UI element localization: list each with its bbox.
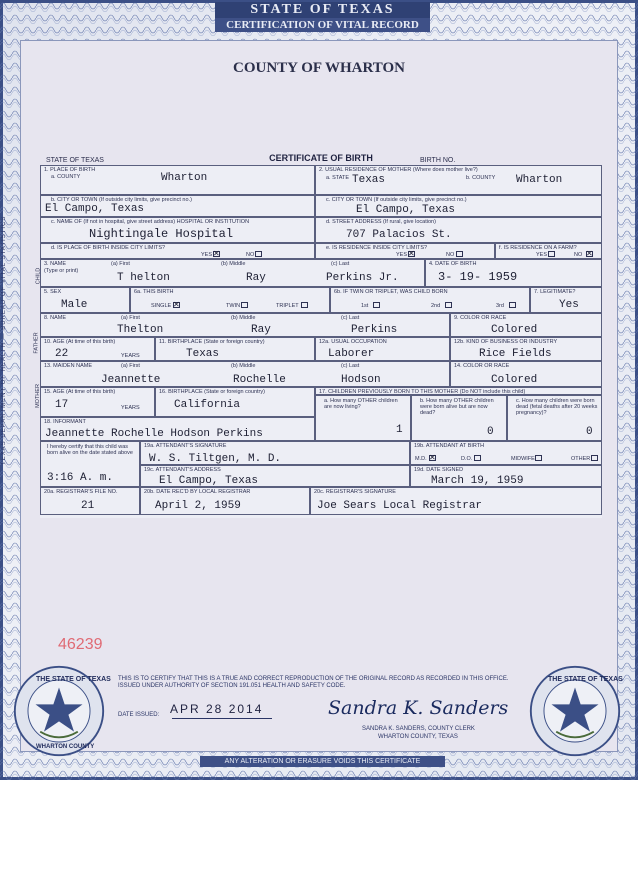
children-fetal-value: 0: [586, 426, 593, 438]
side-label: TEXAS DEPARTMENT OF HEALTH — BUREAU OF VITAL STATISTICS: [1, 215, 7, 465]
md-label: M.D.: [415, 456, 427, 462]
field-label: I hereby certify that this child was born alive on the date stated above: [47, 444, 133, 456]
mother-race-value: Colored: [491, 374, 538, 386]
street-value: 707 Palacios St.: [346, 229, 452, 241]
legitimate-value: Yes: [559, 299, 579, 311]
field-label: (c) Last: [341, 363, 360, 369]
field-label: 8. NAME: [44, 315, 67, 321]
field-label: 19b. ATTENDANT AT BIRTH: [414, 443, 485, 449]
field-label: 12b. KIND OF BUSINESS OR INDUSTRY: [454, 339, 558, 345]
sex-cell: [40, 287, 130, 313]
field-label: (b) Middle: [221, 261, 246, 267]
second-label: 2nd: [431, 303, 441, 309]
mother-age-cell: [40, 387, 155, 417]
no-label: NO: [574, 252, 583, 258]
field-label: 7. LEGITIMATE?: [534, 289, 576, 295]
birth-city-value: El Campo, Texas: [45, 203, 145, 215]
field-label: a. STATE: [326, 175, 350, 181]
residence-city-cell: [315, 195, 602, 217]
certify-cell: [40, 441, 140, 487]
attendant-address-value: El Campo, Texas: [159, 475, 259, 487]
field-label: b. COUNTY: [466, 175, 496, 181]
field-label: 19c. ATTENDANT'S ADDRESS: [144, 467, 221, 473]
legitimate-cell: [530, 287, 602, 313]
field-label: 19d. DATE SIGNED: [414, 467, 464, 473]
child-first-value: T helton: [117, 272, 170, 284]
yes-label: YES: [396, 252, 408, 258]
mother-birthplace-cell: [155, 387, 315, 417]
father-name-cell: [40, 313, 450, 337]
triplet-label: TRIPLET: [276, 303, 299, 309]
field-label: e. IS RESIDENCE INSIDE CITY LIMITS?: [326, 245, 428, 251]
first-label: 1st: [361, 303, 369, 309]
field-label: (c) Last: [341, 315, 360, 321]
field-label: 9. COLOR OR RACE: [454, 315, 507, 321]
right-seal-text: THE STATE OF TEXAS: [548, 676, 623, 683]
father-last-value: Perkins: [351, 324, 398, 336]
years-label: YEARS: [121, 405, 140, 411]
street-cell: [315, 217, 602, 243]
state-banner: STATE OF TEXAS: [215, 2, 430, 18]
field-label: b. How many OTHER children were born alive but are now dead?: [420, 398, 494, 416]
date-issued-label: DATE ISSUED:: [118, 712, 160, 718]
field-label: (b) Middle: [231, 315, 256, 321]
field-label: 13. MAIDEN NAME: [44, 363, 92, 369]
father-occupation-cell: [315, 337, 450, 361]
field-label: (b) Middle: [231, 363, 256, 369]
clerk-signature: Sandra K. Sanders: [328, 697, 509, 719]
twin-order-cell: [330, 287, 530, 313]
father-middle-value: Ray: [251, 324, 271, 336]
father-age-value: 22: [55, 348, 69, 360]
father-birthplace-cell: [155, 337, 315, 361]
field-label: 20a. REGISTRAR'S FILE NO.: [44, 489, 118, 495]
clerk-county: WHARTON COUNTY, TEXAS: [378, 734, 458, 740]
children-fetal-cell: [507, 395, 602, 441]
field-label: c. NAME OF (If not in hospital, give street address) HOSPITAL OR INSTITUTION: [51, 219, 250, 225]
dob-cell: [425, 259, 602, 287]
field-label: d. IS PLACE OF BIRTH INSIDE CITY LIMITS?: [51, 245, 166, 251]
informant-value: Jeannette Rochelle Hodson Perkins: [45, 428, 263, 440]
field-label: 4. DATE OF BIRTH: [429, 261, 477, 267]
certificate-title: CERTIFICATE OF BIRTH: [269, 153, 373, 163]
attendant-signature-value: W. S. Tiltgen, M. D.: [149, 453, 282, 465]
farm-cell: [495, 243, 602, 259]
residence-cell: [315, 165, 602, 195]
informant-cell: [40, 417, 315, 441]
residence-state-value: Texas: [352, 174, 386, 186]
first-checkbox: [373, 302, 380, 308]
no-label: NO: [446, 252, 455, 258]
field-label: 1. PLACE OF BIRTH: [44, 167, 96, 173]
field-label: a. COUNTY: [51, 174, 81, 180]
single-label: SINGLE: [151, 303, 172, 309]
midwife-label: MIDWIFE: [511, 456, 535, 462]
inside-city-cell: [40, 243, 315, 259]
father-race-value: Colored: [491, 324, 538, 336]
residence-city-value: El Campo, Texas: [356, 204, 456, 216]
field-label: d. STREET ADDRESS (If rural, give location): [326, 219, 436, 225]
birth-certificate-form: [33, 153, 602, 518]
county-title: COUNTY OF WHARTON: [233, 60, 405, 76]
field-label: 14. COLOR OR RACE: [454, 363, 510, 369]
other-label: OTHER: [571, 456, 591, 462]
registrar-signature-cell: [310, 487, 602, 515]
children-dead-cell: [411, 395, 507, 441]
farm-no-checkbox: [586, 251, 593, 257]
field-label: 2. USUAL RESIDENCE OF MOTHER (Where does mother live?): [319, 167, 478, 173]
file-no-value: 21: [81, 500, 95, 512]
mother-last-value: Hodson: [341, 374, 381, 386]
mother-birthplace-value: California: [174, 399, 241, 411]
second-checkbox: [445, 302, 452, 308]
father-first-value: Thelton: [117, 324, 164, 336]
field-label: (a) First: [111, 261, 130, 267]
hospital-cell: [40, 217, 315, 243]
third-checkbox: [509, 302, 516, 308]
field-label: b. CITY OR TOWN (If outside city limits, give precinct no.): [51, 197, 192, 203]
father-occupation-value: Laborer: [328, 348, 375, 360]
field-label: 3. NAME: [44, 261, 67, 267]
farm-yes-checkbox: [548, 251, 555, 257]
res-inside-yes-checkbox: [408, 251, 415, 257]
left-seal-text: THE STATE OF TEXAS: [36, 676, 111, 683]
field-label: 17. CHILDREN PREVIOUSLY BORN TO THIS MOTHER (Do NOT include this child): [319, 389, 526, 395]
father-section-label: FATHER: [33, 332, 40, 354]
field-label: 20c. REGISTRAR'S SIGNATURE: [314, 489, 396, 495]
date-received-value: April 2, 1959: [155, 500, 241, 512]
field-label: 10. AGE (At time of this birth): [44, 339, 116, 345]
father-industry-value: Rice Fields: [479, 348, 552, 360]
date-signed-value: March 19, 1959: [431, 475, 524, 487]
certify-text: THIS IS TO CERTIFY THAT THIS IS A TRUE AND CORRECT REPRODUCTION OF THE ORIGINAL RECORD AS RECORDED IN THIS OFFICE. ISSUED UNDER AUTHORITY OF SECTION 191.051 HEALTH AND SAFETY CODE.: [118, 676, 509, 689]
registrar-signature-value: Joe Sears Local Registrar: [317, 500, 483, 512]
father-industry-cell: [450, 337, 602, 361]
certification-banner: CERTIFICATION OF VITAL RECORD: [215, 18, 430, 32]
field-label: (c) Last: [331, 261, 350, 267]
field-label: c. How many children were born dead (fetal deaths after 20 weeks pregnancy)?: [516, 398, 598, 416]
child-name-cell: [40, 259, 425, 287]
field-label: 5. SEX: [44, 289, 62, 295]
warning-banner: ANY ALTERATION OR ERASURE VOIDS THIS CERTIFICATE: [200, 756, 445, 767]
mother-middle-value: Rochelle: [233, 374, 286, 386]
twin-label: TWIN: [226, 303, 241, 309]
md-checkbox: [429, 455, 436, 461]
children-dead-value: 0: [487, 426, 494, 438]
clerk-name: SANDRA K. SANDERS, COUNTY CLERK: [362, 726, 475, 732]
res-inside-no-checkbox: [456, 251, 463, 257]
inside-city-yes-checkbox: [213, 251, 220, 257]
field-label: 20b. DATE REC'D BY LOCAL REGISTRAR: [144, 489, 251, 495]
father-birthplace-value: Texas: [186, 348, 220, 360]
attendant-address-cell: [140, 465, 410, 487]
no-label: NO: [246, 252, 255, 258]
single-checkbox: [173, 302, 180, 308]
field-label: 6b. IF TWIN OR TRIPLET, WAS CHILD BORN: [334, 289, 448, 295]
date-issued-value: APR 28 2014: [170, 702, 264, 716]
field-label: 12a. USUAL OCCUPATION: [319, 339, 387, 345]
do-label: D.O.: [461, 456, 473, 462]
field-label: (a) First: [121, 363, 140, 369]
mother-name-cell: [40, 361, 450, 387]
field-label: 16. BIRTHPLACE (State or foreign country): [159, 389, 265, 395]
twin-checkbox: [241, 302, 248, 308]
field-label: 19a. ATTENDANT'S SIGNATURE: [144, 443, 227, 449]
field-label: c. CITY OR TOWN (If outside city limits, give precinct no.): [326, 197, 467, 203]
child-section-label: CHILD: [35, 267, 42, 285]
children-living-value: 1: [396, 424, 403, 436]
left-seal-county: WHARTON COUNTY: [36, 744, 95, 750]
field-label: (a) First: [121, 315, 140, 321]
yes-label: YES: [201, 252, 213, 258]
hospital-value: Nightingale Hospital: [89, 227, 234, 241]
child-middle-value: Ray: [246, 272, 266, 284]
father-race-cell: [450, 313, 602, 337]
this-birth-cell: [130, 287, 330, 313]
sex-value: Male: [61, 299, 88, 311]
birth-no-label: BIRTH NO.: [420, 157, 456, 164]
state-label: STATE OF TEXAS: [46, 157, 104, 164]
father-age-cell: [40, 337, 155, 361]
field-label: 11. BIRTHPLACE (State or foreign country): [159, 339, 265, 345]
field-label: f. IS RESIDENCE ON A FARM?: [499, 245, 577, 251]
res-inside-city-cell: [315, 243, 495, 259]
third-label: 3rd: [496, 303, 504, 309]
field-label: 15. AGE (At time of this birth): [44, 389, 116, 395]
residence-county-value: Wharton: [516, 174, 563, 186]
midwife-checkbox: [535, 455, 542, 461]
child-last-value: Perkins Jr.: [326, 272, 399, 284]
mother-section-label: MOTHER: [34, 384, 41, 408]
prev-children-cell: [315, 387, 602, 395]
field-label: 6a. THIS BIRTH: [134, 289, 174, 295]
yes-label: YES: [536, 252, 548, 258]
stamp-number: 46239: [58, 636, 103, 653]
date-issued-underline: [172, 718, 272, 719]
field-label: (Type or print): [44, 268, 79, 274]
attendant-signature-cell: [140, 441, 410, 465]
dob-value: 3- 19- 1959: [438, 270, 518, 284]
field-label: a. How many OTHER children are now living?: [324, 398, 398, 410]
other-checkbox: [591, 455, 598, 461]
children-living-cell: [315, 395, 411, 441]
place-of-birth-cell: [40, 165, 315, 195]
date-signed-cell: [410, 465, 602, 487]
birth-city-cell: [40, 195, 315, 217]
date-received-cell: [140, 487, 310, 515]
triplet-checkbox: [301, 302, 308, 308]
mother-age-value: 17: [55, 399, 69, 411]
file-no-cell: [40, 487, 140, 515]
birth-county-value: Wharton: [161, 172, 208, 184]
field-label: 18. INFORMANT: [44, 419, 86, 425]
do-checkbox: [474, 455, 481, 461]
mother-first-value: Jeannette: [101, 374, 161, 386]
attendant-type-cell: [410, 441, 602, 465]
mother-race-cell: [450, 361, 602, 387]
birth-time-value: 3:16 A. m.: [47, 472, 114, 484]
inside-city-no-checkbox: [255, 251, 262, 257]
years-label: YEARS: [121, 353, 140, 359]
